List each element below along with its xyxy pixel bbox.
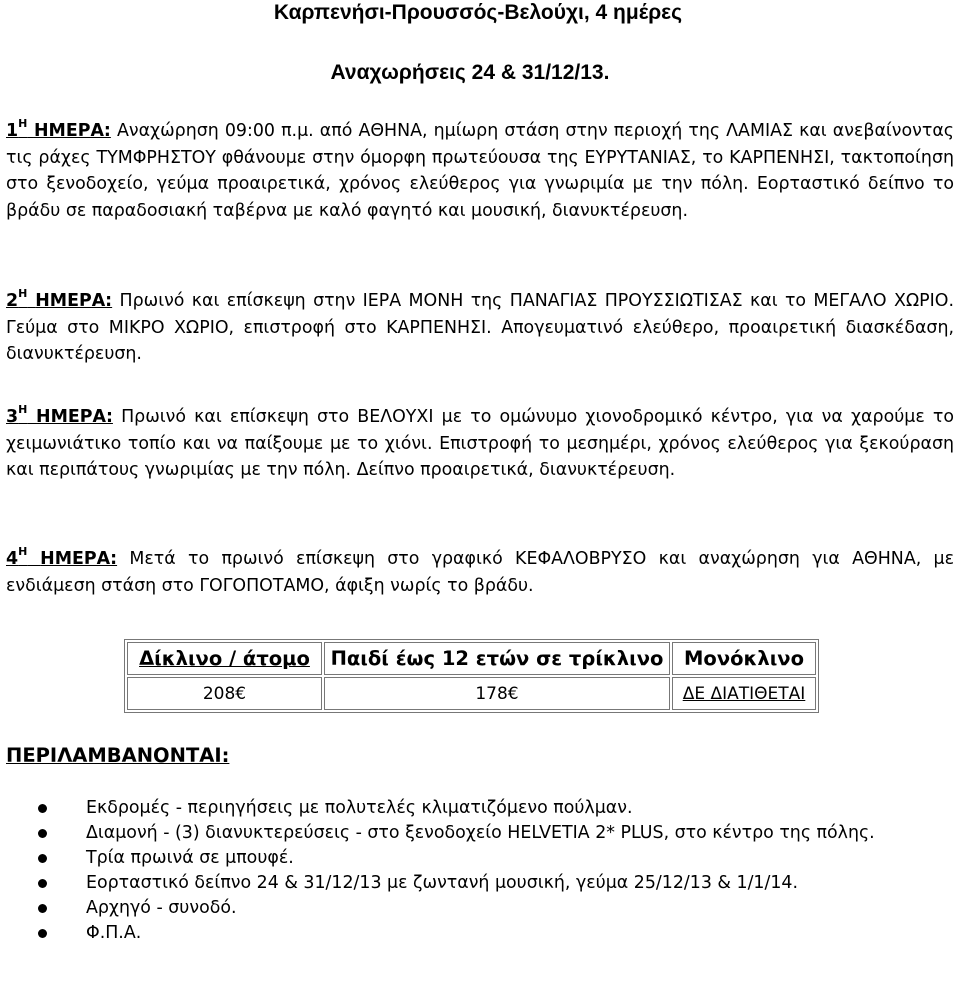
day-4-paragraph xyxy=(6,546,954,599)
day-1-paragraph xyxy=(6,118,954,224)
list-item: Εορταστικό δείπνο 24 & 31/12/13 με ζωντανή μουσική, γεύμα 25/12/13 & 1/1/14. xyxy=(0,871,950,896)
bullet-icon xyxy=(38,929,47,938)
header-child-triple: Παιδί έως 12 ετών σε τρίκλινο xyxy=(324,642,670,675)
list-item: Αρχηγό - συνοδό. xyxy=(0,896,950,921)
day-4-heading: $4^H$ ΗΜΕΡΑ: xyxy=(6,545,118,569)
day-3-heading: $3^H$ ΗΜΕΡΑ: xyxy=(6,403,113,427)
price-single-room: ΔΕ ΔΙΑΤΙΘΕΤΑΙ xyxy=(672,677,816,710)
list-item: Τρία πρωινά σε μπουφέ. xyxy=(0,846,950,871)
day-1-heading: $1^H$ ΗΜΕΡΑ: xyxy=(6,117,111,141)
document-title: Καρπενήσι-Προυσσός-Βελούχι, 4 ημέρες xyxy=(273,1,683,24)
header-single-room: Μονόκλινο xyxy=(672,642,816,675)
list-item: Εκδρομές - περιηγήσεις με πολυτελές κλιματιζόμενο πούλμαν. xyxy=(0,796,950,821)
day-3-text: Πρωινό και επίσκεψη στο ΒΕΛΟΥΧΙ με το ομώνυμο χιονοδρομικό κέντρο, για να χαρούμε το χειμωνιάτικο τοπίο και να παίξουμε με το χιόνι. Επιστροφή το μεσημέρι, χρόνος ελεύθερος για ξεκούραση και περιπάτους γνωριμίας με την πόλη. Δείπνο προαιρετικά, διανυκτέρευση. xyxy=(6,407,955,481)
day-2-heading: $2^H$ ΗΜΕΡΑ: xyxy=(6,287,113,311)
bullet-icon xyxy=(38,904,47,913)
day-2-paragraph xyxy=(6,288,954,368)
header-double-room: Δίκλινο / άτομο xyxy=(127,642,322,675)
list-item: Διαμονή - (3) διανυκτερεύσεις - στο ξενοδοχείο HELVETIA 2* PLUS, στο κέντρο της πόλης. xyxy=(0,821,950,846)
bullet-icon xyxy=(38,804,47,813)
day-1-text: Αναχώρηση 09:00 π.μ. από ΑΘΗΝΑ, ημίωρη στάση στην περιοχή της ΛΑΜΙΑΣ και ανεβαίνοντας τις ράχες ΤΥΜΦΡΗΣΤΟΥ φθάνουμε στην όμορφη πρωτεύουσα της ΕΥΡΥΤΑΝΙΑΣ, το ΚΑΡΠΕΝΗΣΙ, τακτοποίηση στο ξενοδοχείο, γεύμα προαιρετικά, χρόνος ελεύθερος για γνωριμία με την πόλη. Εορταστικό δείπνο το βράδυ σε παραδοσιακή ταβέρνα με καλό φαγητό και μουσική, διανυκτέρευση. xyxy=(6,121,955,221)
price-table-header-row xyxy=(127,642,816,675)
departures-line: Αναχωρήσεις 24 & 31/12/13. xyxy=(330,61,610,84)
price-double-room: 208€ xyxy=(127,677,322,710)
bullet-icon xyxy=(38,879,47,888)
price-table-row xyxy=(127,677,816,710)
list-item: Φ.Π.Α. xyxy=(0,921,950,946)
includes-title: ΠΕΡΙΛΑΜΒΑΝΟΝΤΑΙ: xyxy=(6,744,230,767)
day-3-paragraph xyxy=(6,404,954,484)
bullet-icon xyxy=(38,829,47,838)
day-4-text: Μετά το πρωινό επίσκεψη στο γραφικό ΚΕΦΑΛΟΒΡΥΣΟ και αναχώρηση για ΑΘΗΝΑ, με ενδιάμεση στάση στο ΓΟΓΟΠΟΤΑΜΟ, άφιξη νωρίς το βράδυ. xyxy=(6,549,955,596)
includes-list xyxy=(0,796,950,946)
price-table xyxy=(124,639,819,713)
day-2-text: Πρωινό και επίσκεψη στην ΙΕΡΑ ΜΟΝΗ της ΠΑΝΑΓΙΑΣ ΠΡΟΥΣΣΙΩΤΙΣΑΣ και το ΜΕΓΑΛΟ ΧΩΡΙΟ. Γεύμα στο ΜΙΚΡΟ ΧΩΡΙΟ, επιστροφή στο ΚΑΡΠΕΝΗΣΙ. Απογευματινό ελεύθερο, προαιρετική διασκέδαση, διανυκτέρευση. xyxy=(6,291,954,365)
price-child-triple: 178€ xyxy=(324,677,670,710)
bullet-icon xyxy=(38,854,47,863)
